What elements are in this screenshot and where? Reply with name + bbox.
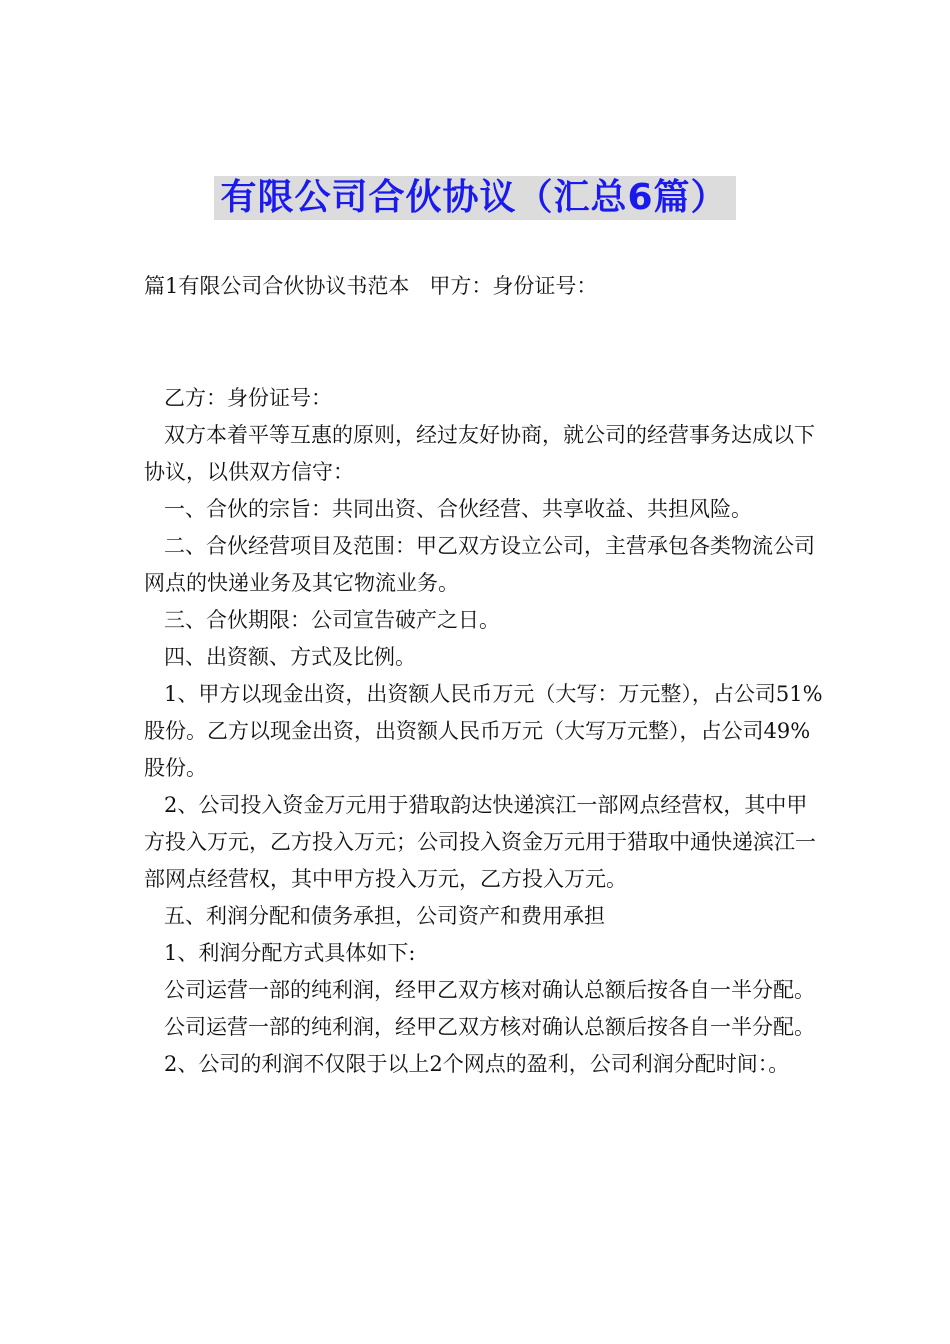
paragraph: 公司运营一部的纯利润，经甲乙双方核对确认总额后按各自一半分配。 xyxy=(144,1015,816,1039)
paragraph: 二、合伙经营项目及范围：甲乙双方设立公司，主营承包各类物流公司网点的快递业务及其它物流业务。 xyxy=(144,534,816,595)
paragraph: 五、利润分配和债务承担，公司资产和费用承担 xyxy=(144,904,606,928)
heading-text: 篇1有限公司合伙协议书范本 甲方：身份证号： xyxy=(144,274,598,298)
paragraph: 1、甲方以现金出资，出资额人民币万元（大写：万元整），占公司51%股份。乙方以现金出资，出资额人民币万元（大写万元整），占公司49%股份。 xyxy=(144,682,823,780)
section-heading-line xyxy=(144,268,824,305)
paragraph: 双方本着平等互惠的原则，经过友好协商，就公司的经营事务达成以下协议，以供双方信守： xyxy=(144,423,816,484)
document-title: 有限公司合伙协议（汇总6篇） xyxy=(214,176,735,220)
title-container xyxy=(0,176,950,220)
paragraph: 1、利润分配方式具体如下: xyxy=(144,941,416,965)
paragraph: 2、公司投入资金万元用于猎取韵达快递滨江一部网点经营权，其中甲方投入万元，乙方投入万元；公司投入资金万元用于猎取中通快递滨江一部网点经营权，其中甲方投入万元，乙方投入万元。 xyxy=(144,793,816,891)
paragraph: 公司运营一部的纯利润，经甲乙双方核对确认总额后按各自一半分配。 xyxy=(144,978,816,1002)
paragraph: 2、公司的利润不仅限于以上2个网点的盈利，公司利润分配时间：。 xyxy=(144,1052,790,1076)
paragraph: 四、出资额、方式及比例。 xyxy=(144,645,417,669)
paragraph: 乙方：身份证号： xyxy=(144,386,333,410)
paragraph: 一、合伙的宗旨：共同出资、合伙经营、共享收益、共担风险。 xyxy=(144,497,753,521)
document-body xyxy=(144,380,824,1083)
paragraph: 三、合伙期限：公司宣告破产之日。 xyxy=(144,608,501,632)
